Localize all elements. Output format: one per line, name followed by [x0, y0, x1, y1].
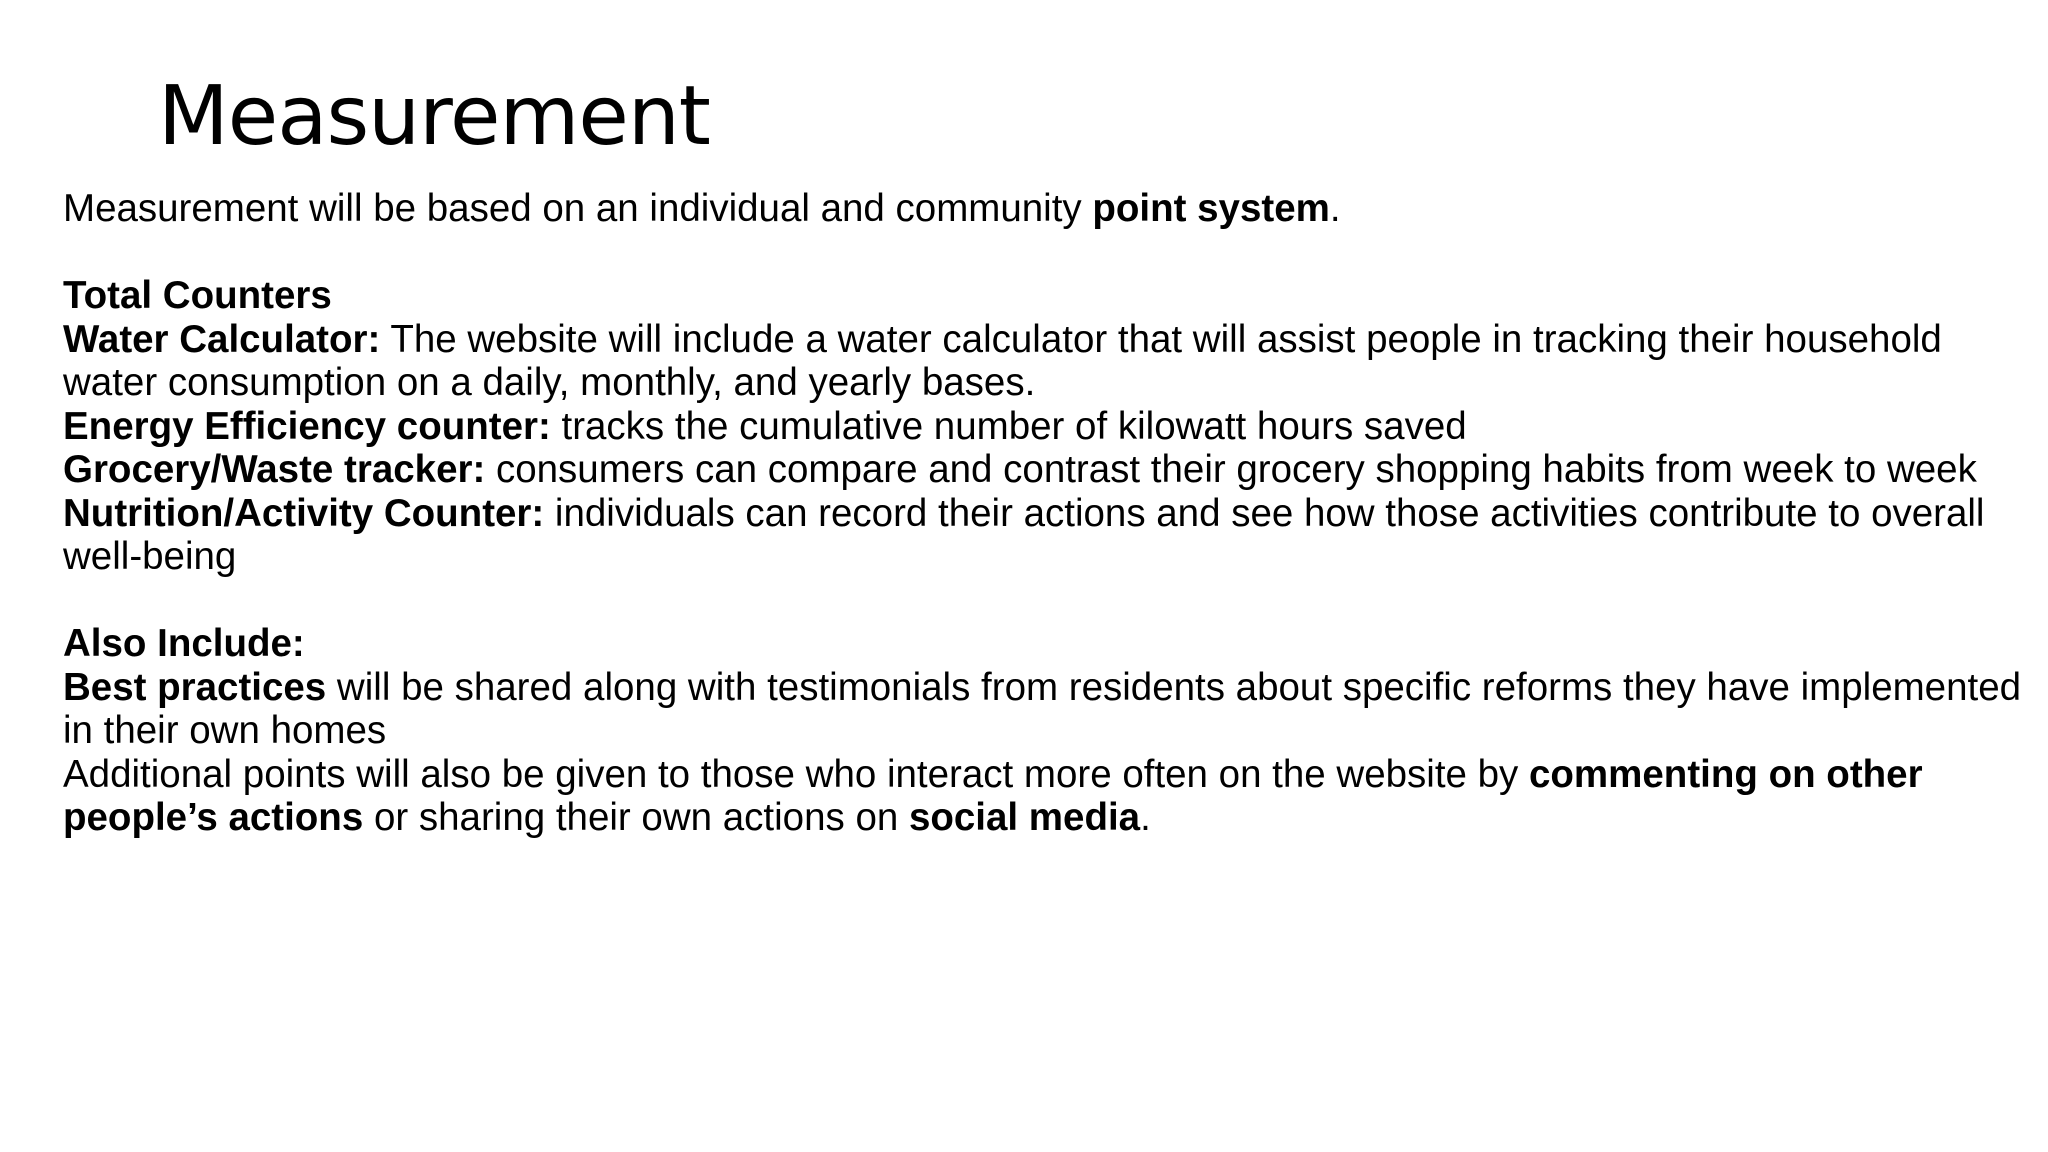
- counters-heading-text: Total Counters: [63, 274, 332, 317]
- additional-bold-2: social media: [908, 796, 1141, 839]
- intro-end: .: [1329, 187, 1341, 230]
- intro-text: Measurement will be based on an individual and community: [63, 187, 1093, 230]
- counters-heading: [63, 274, 2023, 318]
- spacer: [63, 231, 2023, 275]
- also-heading-text: Also Include:: [63, 622, 305, 665]
- additional-end: .: [1140, 796, 1151, 839]
- counter-label: Nutrition/Activity Counter:: [63, 491, 545, 535]
- best-practices-text: will be shared along with testimonials from residents about specific reforms they have implemented in their own homes: [63, 665, 2022, 752]
- also-heading: [63, 622, 2023, 666]
- best-practices-paragraph: [63, 666, 2023, 753]
- counter-text: tracks the cumulative number of kilowatt hours saved: [550, 404, 1467, 448]
- counter-text: individuals can record their actions and see how those activities contribute to overall well-being: [63, 491, 1985, 578]
- counter-item-grocery: [63, 448, 2023, 492]
- additional-bold-1: commenting on other people’s actions: [63, 752, 1923, 839]
- intro-bold: point system: [1092, 187, 1330, 230]
- counter-label: Water Calculator:: [63, 317, 381, 361]
- additional-text-2: or sharing their own actions on: [363, 796, 909, 839]
- slide-body: [63, 187, 2023, 840]
- best-practices-bold: Best practices: [63, 665, 327, 709]
- slide-title: Measurement: [158, 69, 710, 164]
- counter-label: Grocery/Waste tracker:: [63, 448, 486, 491]
- additional-text-1: Additional points will also be given to those who interact more often on the website by: [63, 752, 1529, 796]
- spacer: [63, 579, 2023, 623]
- counter-label: Energy Efficiency counter:: [63, 404, 551, 448]
- counter-item-nutrition: [63, 492, 2023, 579]
- counter-text: consumers can compare and contrast their grocery shopping habits from week to week: [485, 448, 1977, 491]
- intro-paragraph: [63, 187, 2023, 231]
- counter-item-water: [63, 318, 2023, 405]
- additional-points-paragraph: [63, 753, 2023, 840]
- counter-item-energy: [63, 405, 2023, 449]
- counter-text: The website will include a water calculator that will assist people in tracking their household water consumption on a daily, monthly, and yearly bases.: [63, 317, 1942, 404]
